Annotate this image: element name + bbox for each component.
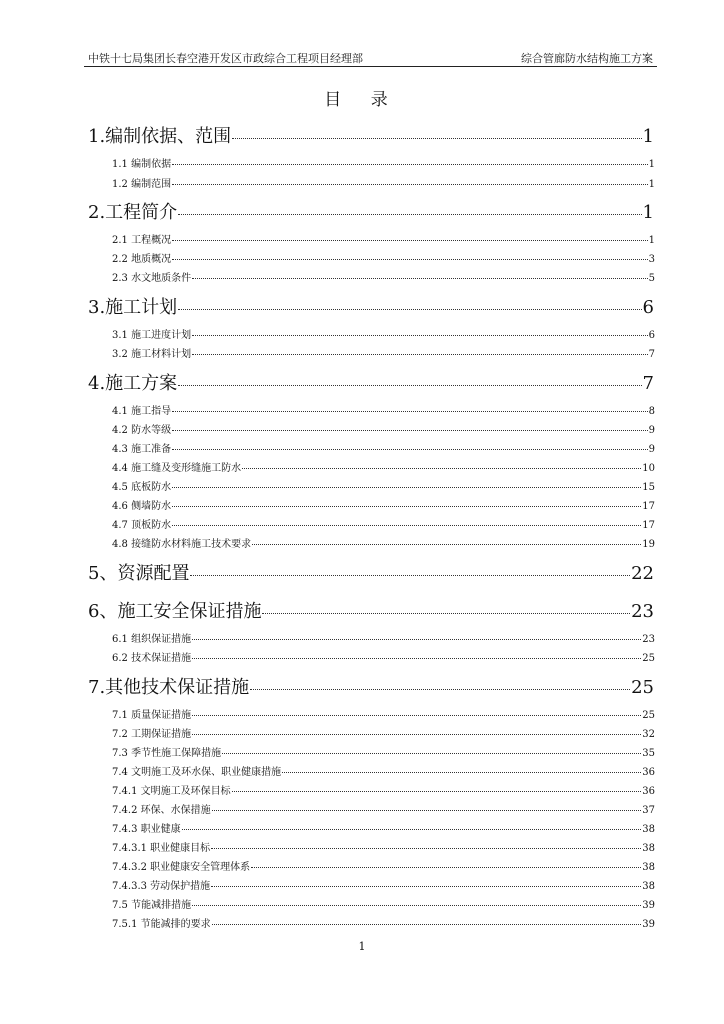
toc-entry-7[interactable]: 7.其他技术保证措施 25 [88, 677, 654, 698]
toc-entry-7-4-1[interactable]: 7.4.1 文明施工及环保目标 36 [112, 786, 655, 797]
toc-entry-7-1[interactable]: 7.1 质量保证措施 25 [112, 710, 655, 721]
toc-entry-2-2[interactable]: 2.2 地质概况 3 [112, 254, 655, 265]
toc-entry-2-3[interactable]: 2.3 水文地质条件 5 [112, 273, 655, 284]
toc-entry-7-3[interactable]: 7.3 季节性施工保障措施 35 [112, 748, 655, 759]
toc-entry-4-4[interactable]: 4.4 施工缝及变形缝施工防水 10 [112, 463, 655, 474]
toc-entry-4-1[interactable]: 4.1 施工指导 8 [112, 406, 655, 417]
toc-title: 目 录 [324, 90, 400, 110]
toc-entry-4-7[interactable]: 4.7 顶板防水 17 [112, 520, 655, 531]
toc-entry-2[interactable]: 2.工程简介 1 [88, 202, 654, 223]
toc-entry-7-2[interactable]: 7.2 工期保证措施 32 [112, 729, 655, 740]
toc-entry-3-1[interactable]: 3.1 施工进度计划 6 [112, 330, 655, 341]
toc-entry-6-2[interactable]: 6.2 技术保证措施 25 [112, 653, 655, 664]
header-rule [84, 66, 657, 67]
toc-entry-4-8[interactable]: 4.8 接缝防水材料施工技术要求 19 [112, 539, 655, 550]
toc-entry-7-4-3-2[interactable]: 7.4.3.2 职业健康安全管理体系 38 [112, 862, 655, 873]
toc-entry-7-4[interactable]: 7.4 文明施工及环水保、职业健康措施 36 [112, 767, 655, 778]
toc-entry-1-2[interactable]: 1.2 编制范围 1 [112, 179, 655, 190]
toc-entry-7-5[interactable]: 7.5 节能减排措施 39 [112, 900, 655, 911]
header-organization: 中铁十七局集团长春空港开发区市政综合工程项目经理部 [88, 52, 363, 65]
toc-entry-2-1[interactable]: 2.1 工程概况 1 [112, 235, 655, 246]
toc-entry-6-1[interactable]: 6.1 组织保证措施 23 [112, 634, 655, 645]
toc-entry-1-1[interactable]: 1.1 编制依据 1 [112, 159, 655, 170]
page-header [88, 50, 653, 67]
header-document-title: 综合管廊防水结构施工方案 [521, 52, 653, 65]
toc-entry-4[interactable]: 4.施工方案 7 [88, 373, 654, 394]
toc-entry-1[interactable]: 1.编制依据、范围 1 [88, 126, 654, 147]
toc-entry-4-3[interactable]: 4.3 施工准备 9 [112, 444, 655, 455]
toc-entry-6[interactable]: 6、施工安全保证措施 23 [88, 601, 654, 622]
toc-entry-4-2[interactable]: 4.2 防水等级 9 [112, 425, 655, 436]
toc-entry-7-4-3-3[interactable]: 7.4.3.3 劳动保护措施 38 [112, 881, 655, 892]
toc-entry-4-5[interactable]: 4.5 底板防水 15 [112, 482, 655, 493]
toc-entry-7-5-1[interactable]: 7.5.1 节能减排的要求 39 [112, 919, 655, 930]
toc-entry-7-4-2[interactable]: 7.4.2 环保、水保措施 37 [112, 805, 655, 816]
toc-entry-7-4-3-1[interactable]: 7.4.3.1 职业健康目标 38 [112, 843, 655, 854]
toc-entry-7-4-3[interactable]: 7.4.3 职业健康 38 [112, 824, 655, 835]
toc-entry-3-2[interactable]: 3.2 施工材料计划 7 [112, 349, 655, 360]
toc-entry-3[interactable]: 3.施工计划 6 [88, 297, 654, 318]
page-number: 1 [358, 940, 366, 953]
toc-entry-5[interactable]: 5、资源配置 22 [88, 563, 654, 584]
toc-entry-4-6[interactable]: 4.6 侧墙防水 17 [112, 501, 655, 512]
